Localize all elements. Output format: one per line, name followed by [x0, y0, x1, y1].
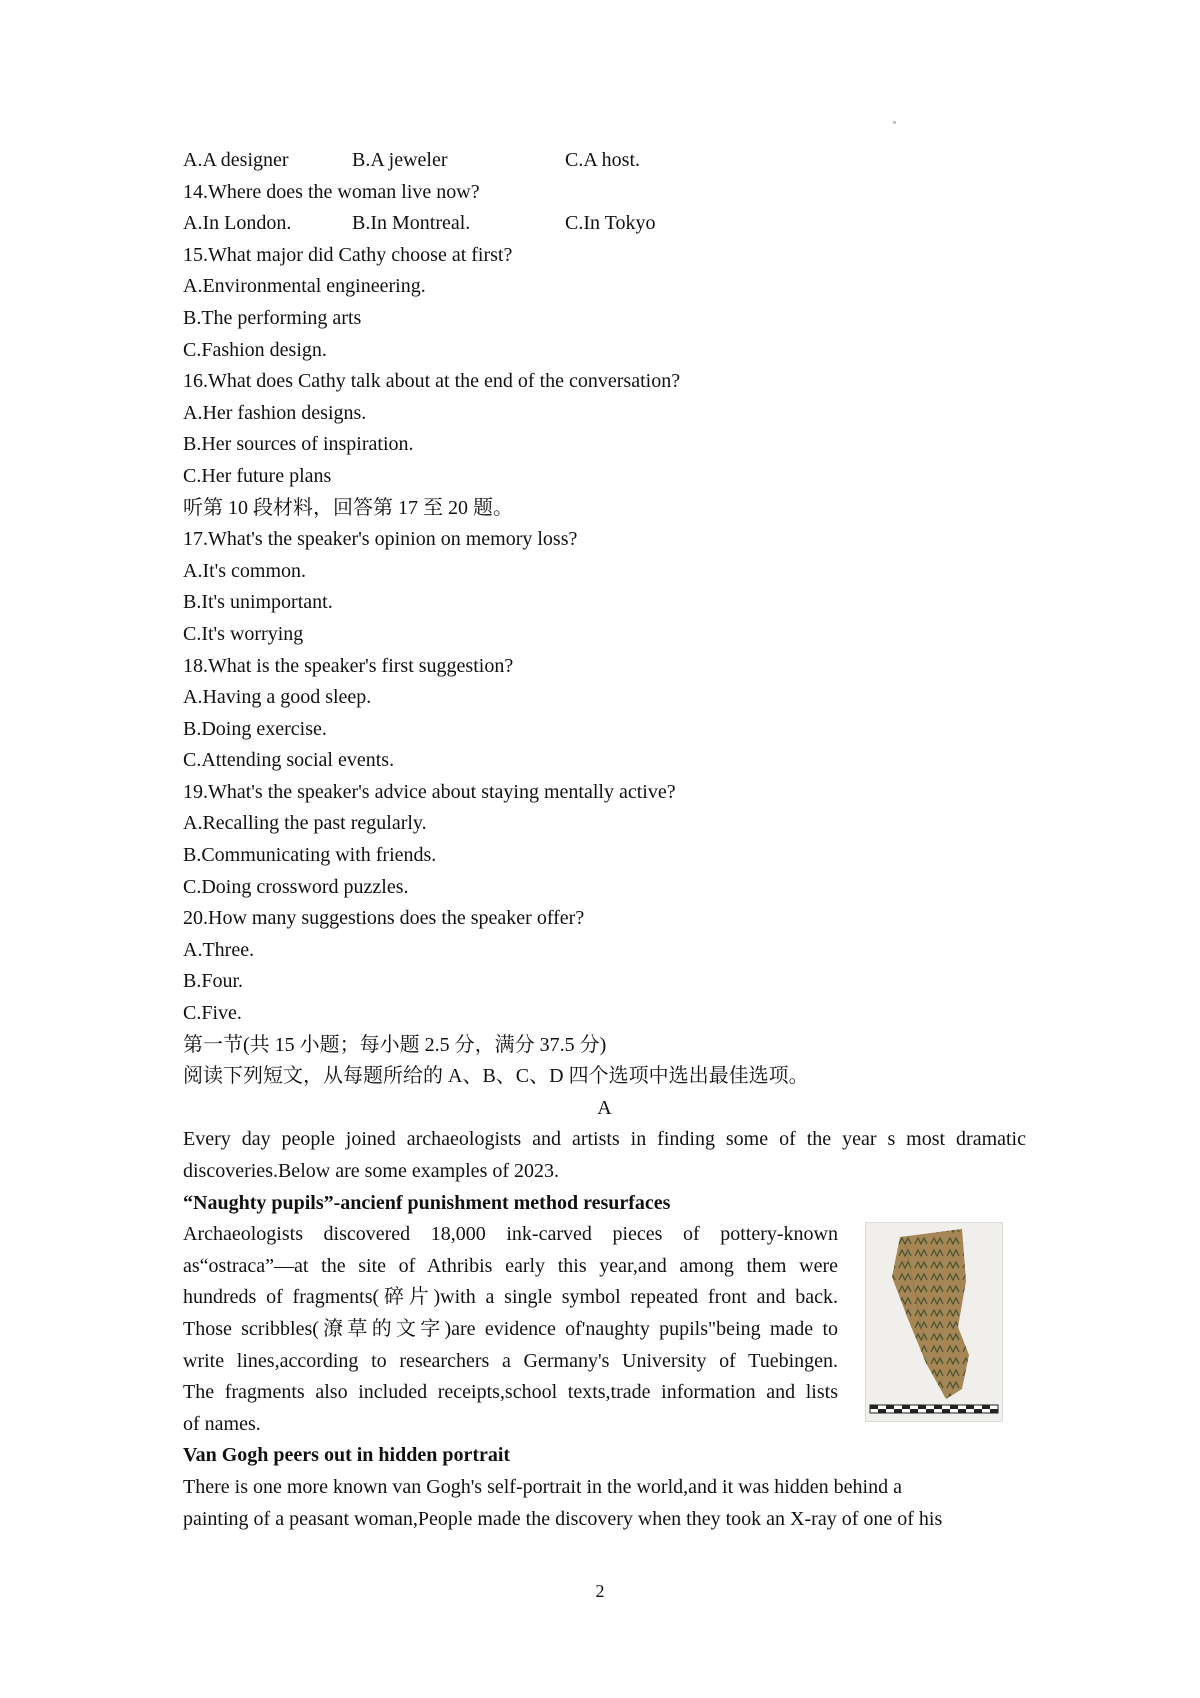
question-19: 19.What's the speaker's advice about staying mentally active? — [183, 780, 676, 803]
option-a: A.A designer — [183, 149, 289, 171]
q18-option-c: C.Attending social events. — [183, 749, 395, 772]
scale-bar — [870, 1405, 998, 1413]
paragraph-line: of names. — [183, 1412, 261, 1435]
option-b: B.In Montreal. — [352, 212, 471, 235]
q14-options — [183, 208, 1026, 240]
q15-option-a: A.Environmental engineering. — [183, 275, 426, 298]
q20-option-a: A.Three. — [183, 938, 255, 961]
pottery-shard-photo — [865, 1222, 1003, 1422]
q18-option-a: A.Having a good sleep. — [183, 686, 372, 709]
section-header: 第一节(共 15 小题；每小题 2.5 分，满分 37.5 分) — [183, 1033, 607, 1056]
q19-option-c: C.Doing crossword puzzles. — [183, 875, 409, 898]
paragraph-line: Archaeologists discovered 18,000 ink-carved pieces of pottery-known — [183, 1223, 838, 1246]
q19-option-b: B.Communicating with friends. — [183, 844, 437, 867]
option-a: A.In London. — [183, 212, 292, 235]
pottery-paragraph — [183, 1219, 838, 1440]
q17-option-a: A.It's common. — [183, 559, 307, 582]
passage-letter: A — [597, 1096, 612, 1119]
paragraph-line: hundreds of fragments(碎片)with a single symbol repeated front and back. — [183, 1286, 838, 1309]
document-page — [183, 145, 1026, 1535]
heading-naughty-pupils: “Naughty pupils”-ancienf punishment method resurfaces — [183, 1191, 671, 1214]
paragraph-line: painting of a peasant woman,People made the discovery when they took an X-ray of one of his — [183, 1507, 943, 1530]
question-14: 14.Where does the woman live now? — [183, 180, 480, 203]
listening-instruction: 听第 10 段材料，回答第 17 至 20 题。 — [183, 496, 513, 519]
option-c: C.A host. — [565, 149, 641, 171]
q15-option-b: B.The performing arts — [183, 306, 362, 329]
q20-option-c: C.Five. — [183, 1002, 242, 1025]
question-15: 15.What major did Cathy choose at first? — [183, 243, 513, 266]
paragraph-line: There is one more known van Gogh's self-portrait in the world,and it was hidden behind a — [183, 1475, 902, 1498]
paragraph-line: write lines,according to researchers a Germany's University of Tuebingen. — [183, 1349, 838, 1372]
scan-speck — [893, 121, 896, 124]
q19-option-a: A.Recalling the past regularly. — [183, 812, 427, 835]
question-18: 18.What is the speaker's first suggestion? — [183, 654, 514, 677]
q17-option-c: C.It's worrying — [183, 622, 304, 645]
paragraph-line: as“ostraca”—at the site of Athribis early this year,and among them were — [183, 1254, 838, 1277]
option-c: C.In Tokyo — [565, 212, 656, 235]
q20-option-b: B.Four. — [183, 970, 244, 993]
pottery-section — [183, 1219, 1026, 1440]
paragraph-line: Those scribbles(潦草的文字)are evidence of'naughty pupils"being made to — [183, 1317, 838, 1340]
question-20: 20.How many suggestions does the speaker offer? — [183, 907, 585, 930]
q18-option-b: B.Doing exercise. — [183, 717, 327, 740]
q17-option-b: B.It's unimportant. — [183, 591, 333, 614]
pottery-shard-illustration — [866, 1223, 1002, 1421]
q16-option-b: B.Her sources of inspiration. — [183, 433, 414, 456]
paragraph-line: The fragments also included receipts,school texts,trade information and lists — [183, 1381, 838, 1404]
page-number: 2 — [595, 1581, 605, 1601]
q16-option-a: A.Her fashion designs. — [183, 401, 367, 424]
q13-options — [183, 145, 1026, 177]
section-instruction: 阅读下列短文，从每题所给的 A、B、C、D 四个选项中选出最佳选项。 — [183, 1065, 809, 1088]
option-b: B.A jeweler — [352, 149, 448, 171]
q16-option-c: C.Her future plans — [183, 464, 332, 487]
question-16: 16.What does Cathy talk about at the end of the conversation? — [183, 370, 681, 393]
passage-intro: Every day people joined archaeologists and artists in finding some of the year s most dramatic discoveries.Below are some examples of 2023. — [183, 1128, 1026, 1182]
question-17: 17.What's the speaker's opinion on memory loss? — [183, 528, 578, 551]
q15-option-c: C.Fashion design. — [183, 338, 327, 361]
heading-van-gogh: Van Gogh peers out in hidden portrait — [183, 1444, 511, 1467]
